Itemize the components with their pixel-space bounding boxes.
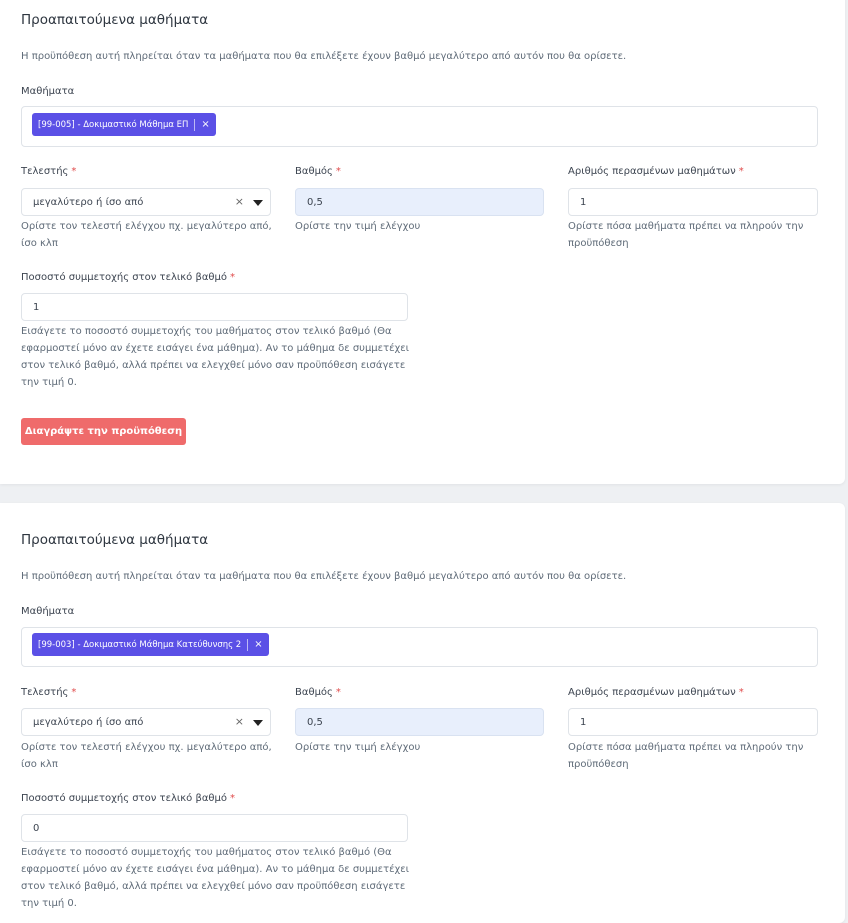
clear-icon[interactable]: ×	[234, 195, 244, 208]
grade-label	[295, 687, 341, 698]
operator-help: Ορίστε τον τελεστή ελέγχου πχ. μεγαλύτερο από, ίσο κλπ	[21, 742, 272, 770]
tag-separator	[247, 639, 248, 651]
passed-count-label-text: Αριθμός περασμένων μαθημάτων	[568, 166, 736, 177]
courses-multiselect[interactable]	[21, 106, 818, 147]
operator-label-text: Τελεστής	[21, 166, 69, 177]
operator-help: Ορίστε τον τελεστή ελέγχου πχ. μεγαλύτερο από, ίσο κλπ	[21, 221, 272, 249]
percent-input[interactable]: 1	[21, 293, 408, 321]
required-mark: *	[230, 272, 236, 283]
operator-label-text: Τελεστής	[21, 687, 69, 698]
required-mark: *	[738, 687, 744, 698]
percent-label-text: Ποσοστό συμμετοχής στον τελικό βαθμό	[21, 272, 228, 283]
operator-select[interactable]	[21, 188, 271, 216]
operator-select-value: μεγαλύτερο ή ίσο από	[33, 196, 144, 208]
card-title: Προαπαιτούμενα μαθήματα	[21, 532, 209, 548]
required-mark: *	[230, 793, 236, 804]
passed-count-input[interactable]: 1	[568, 708, 818, 736]
card-description: Η προϋπόθεση αυτή πληρείται όταν τα μαθήματα που θα επιλέξετε έχουν βαθμό μεγαλύτερο από αυτόν που θα ορίσετε.	[21, 51, 627, 62]
operator-select-value: μεγαλύτερο ή ίσο από	[33, 716, 144, 728]
courses-label: Μαθήματα	[21, 86, 75, 97]
card-description: Η προϋπόθεση αυτή πληρείται όταν τα μαθήματα που θα επιλέξετε έχουν βαθμό μεγαλύτερο από αυτόν που θα ορίσετε.	[21, 571, 627, 582]
required-mark: *	[335, 687, 341, 698]
operator-select[interactable]	[21, 708, 271, 736]
required-mark: *	[71, 687, 77, 698]
required-mark: *	[71, 166, 77, 177]
course-tag	[32, 113, 216, 136]
passed-count-help: Ορίστε πόσα μαθήματα πρέπει να πληρούν την προϋπόθεση	[568, 221, 804, 249]
grade-help: Ορίστε την τιμή ελέγχου	[295, 742, 421, 753]
passed-count-help: Ορίστε πόσα μαθήματα πρέπει να πληρούν την προϋπόθεση	[568, 742, 804, 770]
prerequisite-card	[0, 503, 845, 923]
required-mark: *	[738, 166, 744, 177]
delete-prerequisite-button[interactable]: Διαγράψτε την προϋπόθεση	[21, 418, 186, 445]
passed-count-label-text: Αριθμός περασμένων μαθημάτων	[568, 687, 736, 698]
grade-help: Ορίστε την τιμή ελέγχου	[295, 221, 421, 232]
percent-input[interactable]: 0	[21, 814, 408, 842]
passed-count-label	[568, 687, 744, 698]
passed-count-label	[568, 166, 744, 177]
remove-tag-icon[interactable]: ×	[254, 639, 263, 650]
required-mark: *	[335, 166, 341, 177]
operator-label	[21, 166, 76, 177]
grade-label	[295, 166, 341, 177]
operator-label	[21, 687, 76, 698]
passed-count-input[interactable]: 1	[568, 188, 818, 216]
clear-icon[interactable]: ×	[234, 715, 244, 728]
percent-help: Εισάγετε το ποσοστό συμμετοχής του μαθήματος στον τελικό βαθμό (Θα εφαρμοστεί μόνο αν έχετε εισάγει ένα μάθημα). Αν το μάθημα δε συμμετέχει στον τελικό βαθμό, αλλά πρέπει να ελεγχθεί μόνο σαν προϋπόθεση εισάγετε την τιμή 0.	[21, 326, 410, 388]
course-tag-label: [99-005] - Δοκιμαστικό Μάθημα ΕΠ	[38, 119, 189, 130]
grade-label-text: Βαθμός	[295, 687, 333, 698]
percent-label-text: Ποσοστό συμμετοχής στον τελικό βαθμό	[21, 793, 228, 804]
grade-input[interactable]: 0,5	[295, 188, 544, 216]
percent-label	[21, 793, 235, 804]
percent-label	[21, 272, 235, 283]
courses-multiselect[interactable]	[21, 627, 818, 667]
grade-input[interactable]: 0,5	[295, 708, 544, 736]
chevron-down-icon[interactable]	[253, 720, 263, 726]
card-title: Προαπαιτούμενα μαθήματα	[21, 12, 209, 28]
percent-help: Εισάγετε το ποσοστό συμμετοχής του μαθήματος στον τελικό βαθμό (Θα εφαρμοστεί μόνο αν έχετε εισάγει ένα μάθημα). Αν το μάθημα δε συμμετέχει στον τελικό βαθμό, αλλά πρέπει να ελεγχθεί μόνο σαν προϋπόθεση εισάγετε την τιμή 0.	[21, 847, 410, 909]
remove-tag-icon[interactable]: ×	[201, 119, 210, 130]
courses-label: Μαθήματα	[21, 606, 75, 617]
course-tag	[32, 633, 269, 656]
tag-separator	[194, 119, 195, 131]
course-tag-label: [99-003] - Δοκιμαστικό Μάθημα Κατεύθυνσης 2	[38, 639, 242, 650]
chevron-down-icon[interactable]	[253, 200, 263, 206]
grade-label-text: Βαθμός	[295, 166, 333, 177]
